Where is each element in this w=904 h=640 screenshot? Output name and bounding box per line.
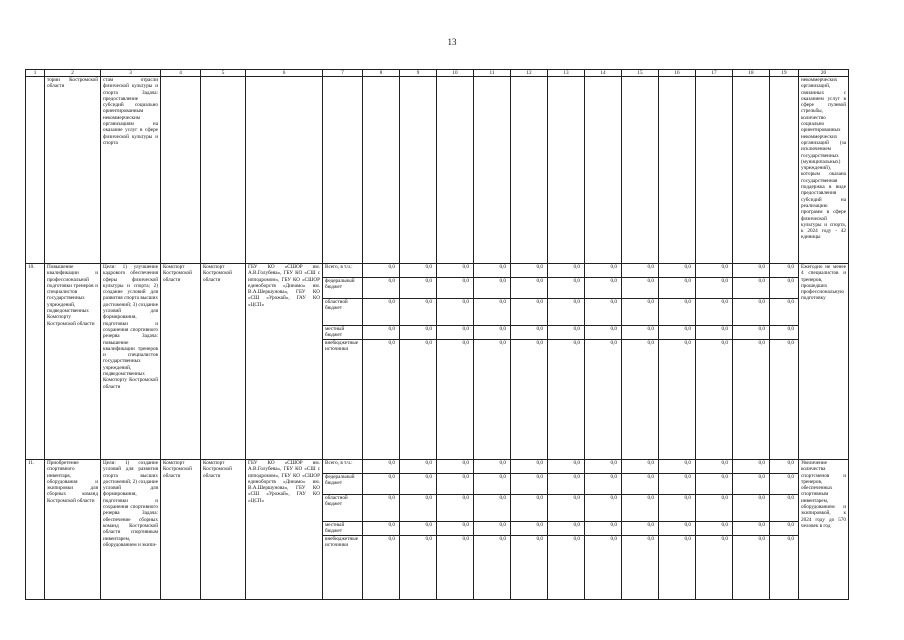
col-header: 19 bbox=[770, 70, 799, 77]
value-amount: 0,0 bbox=[548, 495, 584, 522]
value-amount: 0,0 bbox=[462, 340, 469, 346]
value-cell bbox=[437, 264, 474, 460]
value-amount: 0,0 bbox=[499, 536, 506, 542]
value-amount: 0,0 bbox=[437, 278, 473, 299]
value-amount: 0,0 bbox=[573, 536, 580, 542]
value-amount: 0,0 bbox=[548, 299, 584, 326]
value-amount: 0,0 bbox=[536, 340, 543, 346]
value-amount: 0,0 bbox=[548, 522, 584, 536]
value-stack bbox=[402, 264, 434, 366]
page-number: 13 bbox=[447, 37, 457, 47]
value-amount: 0,0 bbox=[721, 536, 728, 542]
value-cell bbox=[696, 460, 733, 600]
value-amount: 0,0 bbox=[659, 522, 695, 536]
col-header: 9 bbox=[400, 70, 437, 77]
value-amount: 0,0 bbox=[474, 278, 510, 299]
value-amount: 0,0 bbox=[659, 278, 695, 299]
value-amount: 0,0 bbox=[511, 474, 547, 495]
value-amount: 0,0 bbox=[437, 522, 473, 536]
value-amount: 0,0 bbox=[388, 536, 395, 542]
value-amount: 0,0 bbox=[733, 474, 769, 495]
indicator-cell: некоммерческих организаций, связанных с оказанием услуг в сфере пулевой стрельбы, количество социально ориентированных некоммерческих организаций (за исключением государственных (муниципальных) учреждений), которым оказана государственная поддержка в виде предоставления субсидий на реализацию программ в сфере физической культуры и спорта, к 2024 году - 42 единицы bbox=[799, 77, 849, 264]
value-cell bbox=[511, 264, 548, 460]
value-cell bbox=[363, 264, 400, 460]
value-amount: 0,0 bbox=[511, 278, 547, 299]
value-amount: 0,0 bbox=[400, 474, 436, 495]
value-stack bbox=[550, 264, 582, 366]
value-cell bbox=[585, 264, 622, 460]
value-amount: 0,0 bbox=[363, 474, 399, 495]
value-amount: 0,0 bbox=[659, 326, 695, 340]
participants-cell: ГБУ КО «СШОР им. А.В.Голубева», ГБУ КО «СШ с ипподромом», ГБУ КО «СШОР единоборств «Динамо» им. В.А.Шершунова», ГБУ КО «СШ «Урожай», ГАУ КО «ЦСП» bbox=[246, 264, 323, 460]
value-stack bbox=[365, 460, 397, 562]
value-amount: 0,0 bbox=[474, 299, 510, 326]
value-amount: 0,0 bbox=[659, 474, 695, 495]
col-header: 13 bbox=[548, 70, 585, 77]
value-amount: 0,0 bbox=[474, 522, 510, 536]
sources-cell bbox=[323, 460, 363, 600]
value-stack bbox=[587, 460, 619, 562]
col-header: 2 bbox=[45, 70, 101, 77]
value-amount: 0,0 bbox=[363, 299, 399, 326]
value-amount: 0,0 bbox=[585, 474, 621, 495]
value-amount: 0,0 bbox=[770, 264, 798, 278]
col-header: 5 bbox=[201, 70, 246, 77]
value-amount: 0,0 bbox=[363, 326, 399, 340]
value-amount: 0,0 bbox=[622, 264, 658, 278]
value-amount: 0,0 bbox=[474, 460, 510, 474]
value-amount: 0,0 bbox=[363, 264, 399, 278]
col-header: 7 bbox=[323, 70, 363, 77]
value-amount: 0,0 bbox=[437, 326, 473, 340]
col-header: 10 bbox=[437, 70, 474, 77]
row-number: 10. bbox=[26, 264, 45, 460]
value-amount: 0,0 bbox=[585, 460, 621, 474]
value-stack bbox=[772, 460, 796, 562]
value-amount: 0,0 bbox=[696, 474, 732, 495]
value-amount: 0,0 bbox=[622, 474, 658, 495]
event-name-cell: Приобретение спортивного инвентаря, оборудования и экипировки для сборных команд Костромской области bbox=[45, 460, 101, 600]
value-stack bbox=[661, 460, 693, 562]
value-stack bbox=[587, 264, 619, 366]
value-amount: 0,0 bbox=[425, 536, 432, 542]
value-amount: 0,0 bbox=[474, 474, 510, 495]
value-cell bbox=[622, 264, 659, 460]
col-header: 18 bbox=[733, 70, 770, 77]
participants-cell: ГБУ КО «СШОР им. А.В.Голубева», ГБУ КО «СШ с ипподромом», ГБУ КО «СШОР единоборств «Динамо» им. В.А.Шершунова», ГБУ КО «СШ «Урожай», ГАУ КО «ЦСП» bbox=[246, 460, 323, 600]
value-amount: 0,0 bbox=[733, 278, 769, 299]
value-amount: 0,0 bbox=[400, 495, 436, 522]
source-regional: областной бюджет bbox=[323, 299, 362, 326]
value-cell bbox=[474, 460, 511, 600]
value-amount: 0,0 bbox=[585, 495, 621, 522]
value-cell bbox=[437, 460, 474, 600]
value-amount: 0,0 bbox=[770, 495, 798, 522]
value-amount: 0,0 bbox=[770, 474, 798, 495]
col-header: 20 bbox=[799, 70, 849, 77]
executor-cell: Комспорт Костромской области bbox=[201, 460, 246, 600]
customer-cell: Комспорт Костромской области bbox=[161, 460, 201, 600]
value-amount: 0,0 bbox=[400, 460, 436, 474]
value-amount: 0,0 bbox=[548, 278, 584, 299]
col-header: 8 bbox=[363, 70, 400, 77]
value-amount: 0,0 bbox=[770, 522, 798, 536]
header-row bbox=[26, 70, 849, 77]
value-amount: 0,0 bbox=[400, 522, 436, 536]
value-amount: 0,0 bbox=[696, 522, 732, 536]
value-amount: 0,0 bbox=[548, 474, 584, 495]
value-amount: 0,0 bbox=[437, 495, 473, 522]
value-amount: 0,0 bbox=[585, 326, 621, 340]
source-total: Всего, в т.ч.: bbox=[323, 460, 362, 474]
value-cell bbox=[511, 460, 548, 600]
col-header: 4 bbox=[161, 70, 201, 77]
indicator-cell: Ежегодно не менее 4 специалистов и тренеров, прошедших профессиональную подготовку bbox=[799, 264, 849, 460]
value-amount: 0,0 bbox=[684, 536, 691, 542]
value-cell bbox=[400, 264, 437, 460]
value-amount: 0,0 bbox=[696, 460, 732, 474]
value-amount: 0,0 bbox=[622, 495, 658, 522]
col-header: 11 bbox=[474, 70, 511, 77]
value-amount: 0,0 bbox=[758, 536, 765, 542]
value-amount: 0,0 bbox=[511, 299, 547, 326]
value-amount: 0,0 bbox=[733, 522, 769, 536]
value-cell bbox=[548, 460, 585, 600]
program-table bbox=[25, 69, 849, 600]
table-row-continuation bbox=[26, 77, 849, 264]
value-amount: 0,0 bbox=[425, 340, 432, 346]
goals-cell: Цели: 1) создание условий для развития спорта высших достижений; 2) создание условий для формирования, подготовки и сохранения спортивного резерва Задача: обеспечение сборных команд Костромской области спортивным инвентарем, оборудованием и экипи- bbox=[101, 460, 161, 600]
value-stack bbox=[402, 460, 434, 562]
value-stack bbox=[550, 460, 582, 562]
value-amount: 0,0 bbox=[400, 278, 436, 299]
value-amount: 0,0 bbox=[770, 326, 798, 340]
value-amount: 0,0 bbox=[610, 536, 617, 542]
value-amount: 0,0 bbox=[733, 299, 769, 326]
value-amount: 0,0 bbox=[696, 278, 732, 299]
value-amount: 0,0 bbox=[511, 495, 547, 522]
value-cell bbox=[400, 460, 437, 600]
value-amount: 0,0 bbox=[622, 522, 658, 536]
value-cell bbox=[659, 264, 696, 460]
indicator-cell: Увеличение количества спортсменов и тренеров, обеспеченных спортивным инвентарем, оборудованием и экипировкой, к 2024 году до 570 человек в год bbox=[799, 460, 849, 600]
goals-cell: Цели: 1) улучшение кадрового обеспечения сферы физической культуры и спорта; 2) создание условий для развития спорта высших достижений; 3) создание условий для формирования, подготовки и сохранения спортивного резерва Задача: повышение квалификации тренеров и специалистов государственных учреждений, подведомственных Комспорту Костромской области bbox=[101, 264, 161, 460]
value-amount: 0,0 bbox=[474, 264, 510, 278]
event-name-cell: Повышение квалификации и профессиональной подготовки тренеров и специалистов государственных учреждений, подведомственных Комспорту Костромской области bbox=[45, 264, 101, 460]
value-amount: 0,0 bbox=[647, 340, 654, 346]
value-amount: 0,0 bbox=[363, 460, 399, 474]
source-offbudget: внебюджетные источники bbox=[325, 340, 359, 353]
value-amount: 0,0 bbox=[684, 340, 691, 346]
value-amount: 0,0 bbox=[659, 460, 695, 474]
value-cell bbox=[548, 264, 585, 460]
value-amount: 0,0 bbox=[647, 536, 654, 542]
value-amount: 0,0 bbox=[462, 536, 469, 542]
value-cell bbox=[696, 264, 733, 460]
col-header: 17 bbox=[696, 70, 733, 77]
row-number: 11. bbox=[26, 460, 45, 600]
value-amount: 0,0 bbox=[610, 340, 617, 346]
value-amount: 0,0 bbox=[696, 495, 732, 522]
value-amount: 0,0 bbox=[770, 460, 798, 474]
value-stack bbox=[735, 460, 767, 562]
value-amount: 0,0 bbox=[437, 299, 473, 326]
value-amount: 0,0 bbox=[787, 536, 794, 542]
value-cell bbox=[474, 264, 511, 460]
event-name-cell: тории Костромской области bbox=[45, 77, 101, 264]
col-header: 1 bbox=[26, 70, 45, 77]
col-header: 6 bbox=[246, 70, 323, 77]
value-amount: 0,0 bbox=[721, 340, 728, 346]
value-amount: 0,0 bbox=[585, 522, 621, 536]
value-amount: 0,0 bbox=[733, 326, 769, 340]
source-federal: федеральный бюджет bbox=[323, 474, 362, 495]
value-amount: 0,0 bbox=[770, 299, 798, 326]
source-offbudget: внебюджетные источники bbox=[325, 536, 359, 549]
goals-cell: стам отрасли физической культуры и спорта Задача: предоставление субсидий социально ориентированным некоммерческим организациям на оказание услуг в сфере физической культуры и спорта bbox=[101, 77, 161, 264]
value-amount: 0,0 bbox=[622, 326, 658, 340]
source-local: местный бюджет bbox=[323, 522, 362, 536]
value-amount: 0,0 bbox=[585, 264, 621, 278]
value-stack bbox=[698, 264, 730, 366]
value-amount: 0,0 bbox=[548, 264, 584, 278]
value-amount: 0,0 bbox=[363, 278, 399, 299]
value-amount: 0,0 bbox=[400, 326, 436, 340]
value-amount: 0,0 bbox=[770, 278, 798, 299]
value-amount: 0,0 bbox=[696, 264, 732, 278]
value-amount: 0,0 bbox=[696, 326, 732, 340]
value-stack bbox=[624, 460, 656, 562]
source-federal: федеральный бюджет bbox=[323, 278, 362, 299]
value-amount: 0,0 bbox=[585, 278, 621, 299]
col-header: 15 bbox=[622, 70, 659, 77]
value-stack bbox=[661, 264, 693, 366]
source-total: Всего, в т.ч.: bbox=[323, 264, 362, 278]
source-local: местный бюджет bbox=[323, 326, 362, 340]
value-stack bbox=[476, 264, 508, 366]
value-amount: 0,0 bbox=[511, 326, 547, 340]
value-stack bbox=[365, 264, 397, 366]
value-stack bbox=[439, 264, 471, 366]
value-cell bbox=[770, 264, 799, 460]
value-amount: 0,0 bbox=[388, 340, 395, 346]
value-amount: 0,0 bbox=[400, 299, 436, 326]
value-stack bbox=[735, 264, 767, 366]
value-amount: 0,0 bbox=[363, 522, 399, 536]
value-amount: 0,0 bbox=[733, 460, 769, 474]
value-amount: 0,0 bbox=[437, 474, 473, 495]
value-cell bbox=[585, 460, 622, 600]
value-amount: 0,0 bbox=[787, 340, 794, 346]
value-amount: 0,0 bbox=[659, 495, 695, 522]
source-regional: областной бюджет bbox=[323, 495, 362, 522]
value-amount: 0,0 bbox=[622, 278, 658, 299]
value-amount: 0,0 bbox=[363, 495, 399, 522]
value-amount: 0,0 bbox=[659, 264, 695, 278]
value-amount: 0,0 bbox=[437, 460, 473, 474]
customer-cell: Комспорт Костромской области bbox=[161, 264, 201, 460]
value-amount: 0,0 bbox=[573, 340, 580, 346]
value-stack bbox=[476, 460, 508, 562]
value-amount: 0,0 bbox=[622, 460, 658, 474]
value-amount: 0,0 bbox=[548, 460, 584, 474]
value-cell bbox=[659, 460, 696, 600]
value-amount: 0,0 bbox=[733, 495, 769, 522]
value-stack bbox=[698, 460, 730, 562]
col-header: 3 bbox=[101, 70, 161, 77]
value-cell bbox=[363, 460, 400, 600]
value-stack bbox=[513, 460, 545, 562]
executor-cell: Комспорт Костромской области bbox=[201, 264, 246, 460]
value-amount: 0,0 bbox=[659, 299, 695, 326]
value-stack bbox=[439, 460, 471, 562]
value-amount: 0,0 bbox=[511, 460, 547, 474]
value-stack bbox=[513, 264, 545, 366]
value-amount: 0,0 bbox=[536, 536, 543, 542]
value-amount: 0,0 bbox=[622, 299, 658, 326]
value-amount: 0,0 bbox=[696, 299, 732, 326]
table-row-10 bbox=[26, 264, 849, 460]
sources-cell bbox=[323, 264, 363, 460]
value-cell bbox=[770, 460, 799, 600]
value-amount: 0,0 bbox=[548, 326, 584, 340]
table-row-11 bbox=[26, 460, 849, 600]
value-cell bbox=[733, 460, 770, 600]
value-cell bbox=[622, 460, 659, 600]
col-header: 16 bbox=[659, 70, 696, 77]
value-amount: 0,0 bbox=[758, 340, 765, 346]
value-amount: 0,0 bbox=[511, 264, 547, 278]
value-stack bbox=[772, 264, 796, 366]
value-amount: 0,0 bbox=[499, 340, 506, 346]
value-cell bbox=[733, 264, 770, 460]
value-amount: 0,0 bbox=[585, 299, 621, 326]
col-header: 14 bbox=[585, 70, 622, 77]
value-amount: 0,0 bbox=[400, 264, 436, 278]
value-amount: 0,0 bbox=[437, 264, 473, 278]
value-amount: 0,0 bbox=[474, 326, 510, 340]
value-amount: 0,0 bbox=[474, 495, 510, 522]
value-amount: 0,0 bbox=[511, 522, 547, 536]
value-amount: 0,0 bbox=[733, 264, 769, 278]
col-header: 12 bbox=[511, 70, 548, 77]
value-stack bbox=[624, 264, 656, 366]
